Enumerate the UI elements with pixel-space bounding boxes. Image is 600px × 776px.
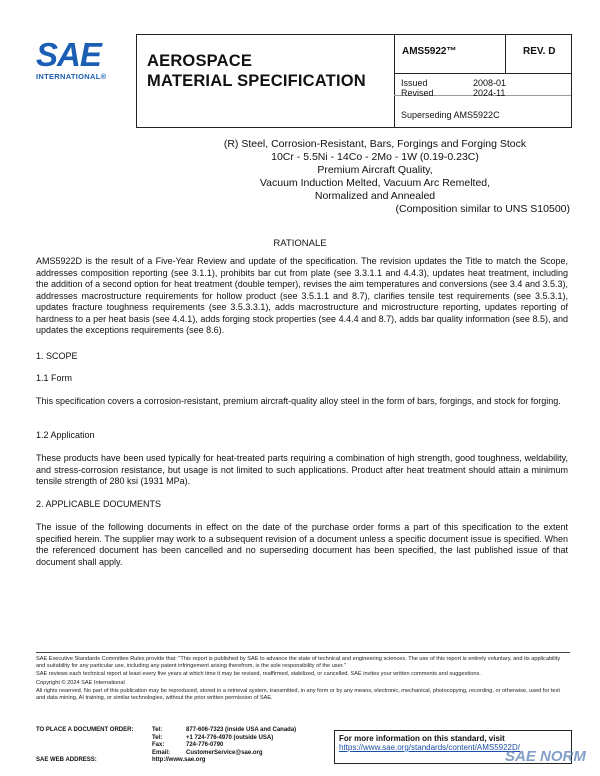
header-box [136, 34, 572, 128]
standard-link[interactable]: https://www.sae.org/standards/content/AMS5922D/ [339, 743, 520, 752]
title-line-1: AEROSPACE [147, 52, 253, 70]
divider [505, 35, 506, 73]
document-type-title [147, 51, 366, 91]
section-heading-form: 1.1 Form [36, 373, 73, 383]
divider [394, 73, 571, 74]
rationale-text: AMS5922D is the result of a Five-Year Review and update of the specification. The revision updates the Title to match the Scope, addresses composition reporting (see 3.1.1), prohibits bar cut from plate (see 3.3.1.1 and 4.4.3), updates heat treatment, including the addition of a second option for heat treatment (double temper), revises the aim temperatures and conversions (see 3.4 and 3.5.3), addresses macrostructure requirements for hollow product (see 3.5.1.1 and 8.7), clarifies tensile test requirements (see 3.5.3.1), updates fracture toughness requirements (see 3.5.3.3.1), adds macrostructure and microstructure reporting, updates reporting of hardness to a per heat basis (see 4.4.1), adds forging stock properties (see 4.4.4 and 8.7), adds bar quality information (see 8.5), and updates the exceptions requirements (see 8.6). [36, 256, 568, 335]
more-info-title: For more information on this standard, visit [339, 734, 505, 743]
title-line: (R) Steel, Corrosion-Resistant, Bars, Forgings and Forging Stock [223, 138, 527, 150]
web-label: SAE WEB ADDRESS: [36, 757, 97, 763]
section-heading-scope: 1. SCOPE [36, 351, 78, 361]
document-number: AMS5922™ [402, 46, 457, 57]
sae-logo [36, 38, 122, 81]
form-text: This specification covers a corrosion-resistant, premium aircraft-quality alloy steel in the form of bars, forgings, and stock for forging. [36, 396, 561, 406]
issued-label: Issued [401, 78, 428, 88]
title-line: Normalized and Annealed [314, 190, 436, 202]
section-heading-application: 1.2 Application [36, 430, 95, 440]
email-label: Email: [152, 749, 171, 756]
fax-value: 724-776-0790 [186, 742, 224, 748]
tel-value: 877-606-7323 (inside USA and Canada) [186, 727, 297, 733]
tel2-label: Tel: [152, 734, 163, 741]
order-label: TO PLACE A DOCUMENT ORDER: [36, 727, 134, 733]
footer-legal [36, 656, 570, 702]
issued-date: 2008-01 [473, 78, 507, 88]
footer-paragraph: All rights reserved. No part of this publication may be reproduced, stored in a retrieval system, transmitted, in any form or by any means, electronic, mechanical, photocopying, recording, or otherwise, used for text and data mining, AI training, or similar technologies, without the prior written permission of SAE. [36, 687, 560, 702]
web-address-link[interactable]: http://www.sae.org [152, 757, 206, 763]
logo-subtitle: INTERNATIONAL® [36, 72, 107, 81]
superseding-note: Superseding AMS5922C [401, 110, 500, 120]
title-line: Vacuum Induction Melted, Vacuum Arc Remelted, [259, 177, 491, 189]
application-text: These products have been used typically for heat-treated parts requiring a combination of high strength, good toughness, weldability, and stress-corrosion resistance, but usage is not limited to such applications. Product after heat treatment should attain a minimum tensile strength of 280 ksi (1931 MPa). [36, 453, 568, 486]
title-line: 10Cr - 5.5Ni - 14Co - 2Mo - 1W (0.19-0.23C) [271, 151, 479, 163]
email-value[interactable]: CustomerService@sae.org [186, 749, 263, 756]
title-line: Premium Aircraft Quality, [317, 164, 433, 176]
title-line: (Composition similar to UNS S10500) [395, 203, 570, 215]
copyright: Copyright © 2024 SAE International [36, 679, 125, 686]
revision-label: REV. D [523, 46, 556, 57]
title-line-2: MATERIAL SPECIFICATION [147, 72, 366, 90]
divider [394, 35, 395, 127]
fax-label: Fax: [152, 742, 165, 748]
revised-date: 2024-11 [473, 88, 506, 98]
revised-label: Revised [401, 88, 434, 98]
specification-title [180, 138, 570, 216]
logo-mark: SAE [36, 36, 101, 73]
watermark: SAE NORM [505, 748, 586, 765]
section-heading-applicable-documents: 2. APPLICABLE DOCUMENTS [36, 499, 162, 509]
footer-paragraph: SAE reviews each technical report at least every five years at which time it may be revised, reaffirmed, stabilized, or cancelled. SAE invites your written comments and suggestions. [36, 671, 481, 678]
applicable-documents-text: The issue of the following documents in effect on the date of the purchase order forms a part of this specification to the extent specified herein. The supplier may work to a subsequent revision of a document unless a specific document issue is specified. When the referenced document has been cancelled and no superseding document has been specified, the last published issue of that document shall apply. [36, 522, 568, 567]
footer-rule [36, 652, 570, 653]
tel2-value: +1 724-776-4970 (outside USA) [186, 734, 274, 741]
rationale-heading: RATIONALE [273, 238, 327, 249]
footer-paragraph: SAE Executive Standards Committee Rules provide that: "This report is published by SAE to advance the state of technical and engineering sciences. The use of this report is entirely voluntary, and its applicability and suitability for any particular use, including any patent infringement arising therefrom, is the sole responsibility of the user." [36, 656, 561, 670]
tel-label: Tel: [152, 727, 163, 733]
